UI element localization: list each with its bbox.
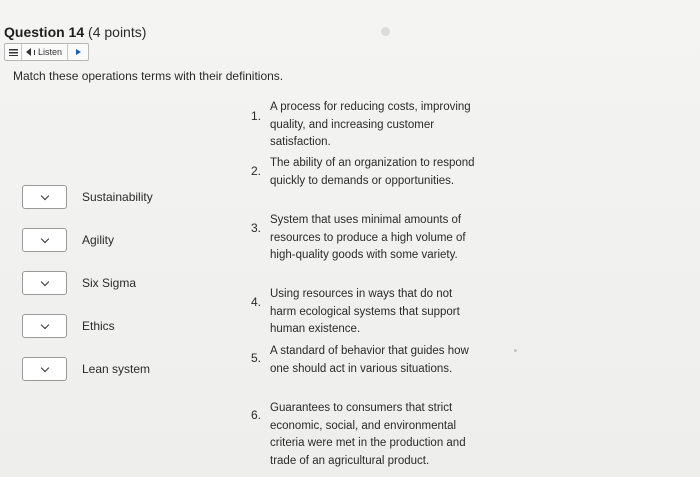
definition-text: Guarantees to consumers that strict economic, social, and environmental criteria were met in the production and trade of an agricultural product.	[270, 402, 466, 467]
speaker-icon	[26, 48, 31, 56]
definition-text: A standard of behavior that guides how one should act in various situations.	[270, 345, 469, 375]
chevron-down-icon	[40, 191, 48, 199]
chevron-down-icon	[40, 320, 48, 328]
listen-button[interactable]	[22, 44, 68, 60]
term-select-lean-system[interactable]	[22, 357, 67, 381]
term-label: Six Sigma	[82, 276, 137, 290]
term-select-six-sigma[interactable]	[22, 271, 67, 295]
term-select-sustainability[interactable]	[22, 185, 67, 209]
definition-number: 5.	[251, 351, 262, 365]
question-prompt: Match these operations terms with their definitions.	[13, 69, 284, 83]
question-points: (4 points)	[88, 24, 147, 40]
definition-number: 1.	[251, 109, 262, 123]
play-icon	[76, 49, 81, 55]
question-header	[4, 24, 146, 40]
dot-mark	[514, 349, 517, 352]
term-label: Lean system	[82, 362, 151, 376]
play-button[interactable]	[68, 44, 88, 60]
term-label: Agility	[82, 233, 115, 247]
definition-number: 6.	[251, 408, 262, 422]
faded-circle-icon	[381, 27, 390, 36]
definition-text: The ability of an organization to respond quickly to demands or opportunities.	[270, 157, 475, 187]
read-aloud-toolbar	[4, 43, 89, 61]
term-select-ethics[interactable]	[22, 314, 67, 338]
term-label: Sustainability	[82, 190, 153, 204]
chevron-down-icon	[40, 234, 48, 242]
definition-text: Using resources in ways that do not harm ecological systems that support human existence.	[270, 288, 460, 335]
definition-text: A process for reducing costs, improving quality, and increasing customer satisfaction.	[270, 101, 471, 148]
term-label: Ethics	[82, 319, 115, 333]
definition-text: System that uses minimal amounts of resources to produce a high volume of high-quality goods with some variety.	[270, 214, 466, 261]
term-select-agility[interactable]	[22, 228, 67, 252]
chevron-down-icon	[40, 363, 48, 371]
definition-number: 3.	[251, 221, 262, 235]
definition-number: 4.	[251, 295, 262, 309]
listen-label: Listen	[38, 47, 63, 57]
question-number: Question 14	[4, 24, 85, 40]
menu-icon[interactable]	[5, 44, 22, 60]
chevron-down-icon	[40, 277, 48, 285]
definition-number: 2.	[251, 164, 262, 178]
